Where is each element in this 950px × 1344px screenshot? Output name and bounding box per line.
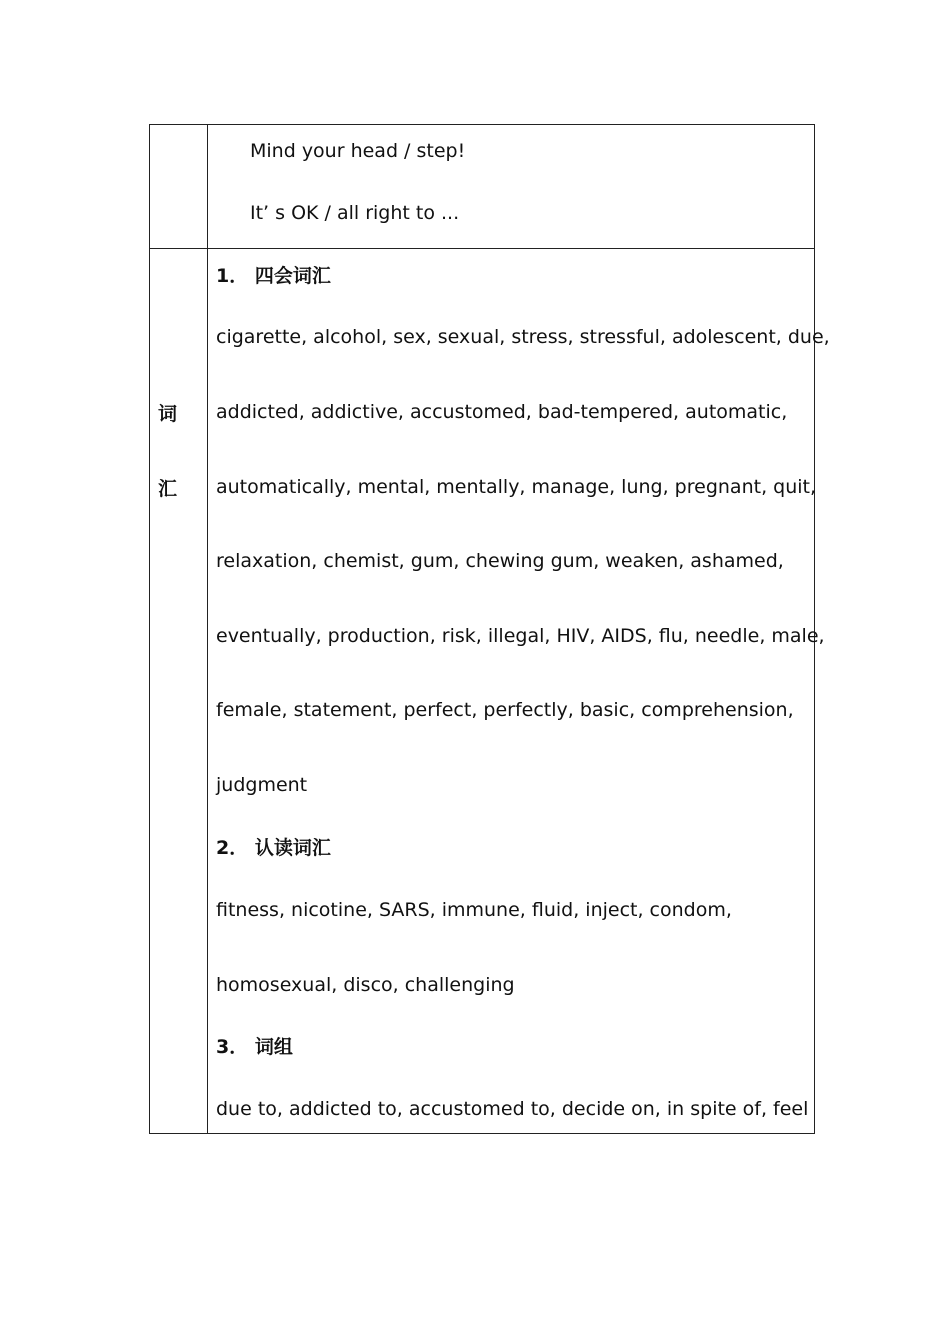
vocab-line: eventually, production, risk, illegal, HIV, AIDS, flu, needle, male, (216, 625, 825, 647)
section-heading: 3． 词组 (216, 1036, 293, 1058)
vocab-line: relaxation, chemist, gum, chewing gum, weaken, ashamed, (216, 550, 784, 572)
vocab-line: automatically, mental, mentally, manage, lung, pregnant, quit, (216, 476, 817, 498)
side-label-char: 汇 (158, 478, 178, 500)
vocab-line: female, statement, perfect, perfectly, basic, comprehension, (216, 699, 794, 721)
column-divider (207, 125, 208, 1133)
section-heading: 1． 四会词汇 (216, 265, 331, 287)
section-heading: 2． 认读词汇 (216, 837, 331, 859)
expression-line: It’ s OK / all right to ... (250, 202, 460, 224)
vocab-line: homosexual, disco, challenging (216, 974, 515, 996)
vocab-line: fitness, nicotine, SARS, immune, fluid, inject, condom, (216, 899, 732, 921)
vocab-line: cigarette, alcohol, sex, sexual, stress, stressful, adolescent, due, (216, 326, 830, 348)
table-row-expressions (150, 125, 814, 249)
content-table (149, 124, 830, 1134)
vocab-line: addicted, addictive, accustomed, bad-tempered, automatic, (216, 401, 788, 423)
expression-line: Mind your head / step! (250, 140, 466, 162)
vocab-line: judgment (216, 774, 308, 796)
vocab-line: due to, addicted to, accustomed to, decide on, in spite of, feel (216, 1098, 809, 1120)
side-label-char: 词 (158, 403, 178, 425)
